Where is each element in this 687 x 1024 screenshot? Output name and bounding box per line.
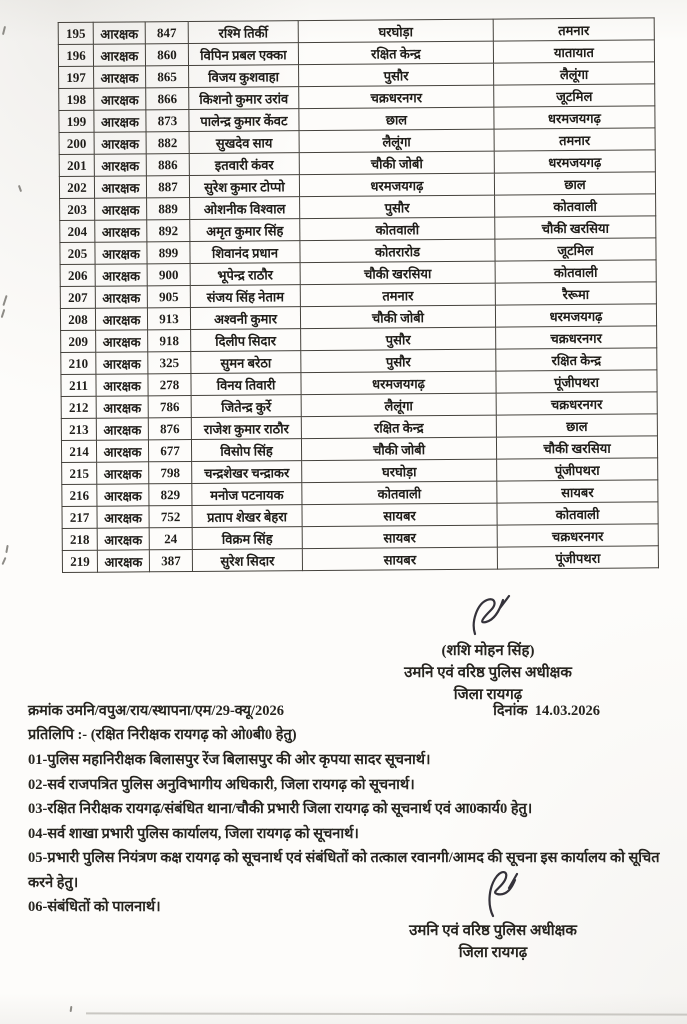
- cell-new-posting: तमनार: [494, 128, 655, 151]
- cell-rank: आरक्षक: [94, 154, 146, 176]
- cell-rank: आरक्षक: [94, 88, 146, 110]
- cell-serial-number: 219: [62, 550, 97, 572]
- cell-name: विपिन प्रबल एक्का: [188, 43, 298, 66]
- cell-new-posting: चक्रधरनगर: [496, 326, 657, 349]
- cell-serial-number: 203: [60, 198, 95, 220]
- cell-name: विक्रम सिंह: [192, 527, 302, 550]
- pen-mark: [1, 557, 6, 565]
- cell-serial-number: 215: [62, 462, 97, 484]
- cell-new-posting: सायबर: [497, 480, 658, 503]
- cell-current-posting: कोतवाली: [300, 217, 495, 241]
- pen-mark: [2, 295, 7, 306]
- cell-name: चन्द्रशेखर चन्द्राकर: [192, 461, 302, 484]
- cell-current-posting: पुसौर: [299, 63, 494, 87]
- cell-new-posting: कोतवाली: [495, 194, 656, 217]
- cell-new-posting: लैलूंगा: [494, 62, 655, 85]
- cell-rank: आरक्षक: [95, 286, 147, 308]
- cell-new-posting: पूंजीपथरा: [496, 370, 657, 393]
- cell-serial-number: 218: [62, 528, 97, 550]
- cell-name: जितेन्द्र कुर्रे: [191, 395, 301, 418]
- cell-new-posting: रक्षित केन्द्र: [496, 348, 657, 371]
- cell-serial-number: 212: [61, 396, 96, 418]
- cell-current-posting: चौकी जोबी: [300, 305, 495, 329]
- cell-rank: आरक्षक: [95, 264, 147, 286]
- cell-belt-number: 892: [147, 219, 190, 241]
- cell-name: ओशनीक विश्वाल: [190, 197, 300, 220]
- cell-serial-number: 199: [59, 110, 94, 132]
- cell-belt-number: 913: [147, 307, 190, 329]
- cell-name: अश्वनी कुमार: [190, 307, 300, 330]
- cell-serial-number: 195: [58, 22, 93, 44]
- cell-current-posting: छाल: [299, 107, 494, 131]
- cell-rank: आरक्षक: [93, 22, 145, 44]
- cell-belt-number: 387: [149, 549, 192, 571]
- cell-belt-number: 876: [148, 417, 191, 439]
- cell-rank: आरक्षक: [96, 352, 148, 374]
- cell-new-posting: छाल: [494, 172, 655, 195]
- cell-serial-number: 210: [61, 352, 96, 374]
- cell-name: दिलीप सिदार: [191, 329, 301, 352]
- cell-current-posting: चौकी जोबी: [301, 437, 496, 461]
- cell-rank: आरक्षक: [97, 550, 149, 572]
- cell-current-posting: तमनार: [300, 283, 495, 307]
- cell-belt-number: 677: [148, 439, 191, 461]
- cell-rank: आरक्षक: [95, 220, 147, 242]
- cell-new-posting: कोतवाली: [495, 260, 656, 283]
- cell-rank: आरक्षक: [96, 418, 148, 440]
- cell-belt-number: 899: [147, 241, 190, 263]
- cell-current-posting: कोतरारोड: [300, 239, 495, 263]
- date-group: [493, 700, 600, 720]
- cell-rank: आरक्षक: [96, 396, 148, 418]
- cell-current-posting: घरघोड़ा: [302, 459, 497, 483]
- cell-new-posting: धरमजयगढ़: [494, 150, 655, 173]
- cell-name: राजेश कुमार राठौर: [191, 417, 301, 440]
- cell-current-posting: कोतवाली: [302, 481, 497, 505]
- cell-new-posting: धरमजयगढ़: [494, 106, 655, 129]
- memo-item: 04-सर्व शाखा प्रभारी पुलिस कार्यालय, जिला रायगढ़ को सूचनार्थ।: [28, 825, 359, 842]
- cell-serial-number: 196: [58, 44, 93, 66]
- cell-current-posting: पुसौर: [300, 195, 495, 219]
- cell-serial-number: 211: [61, 374, 96, 396]
- cell-rank: आरक्षक: [96, 330, 148, 352]
- cell-new-posting: जूटमिल: [495, 238, 656, 261]
- pen-mark: [18, 185, 22, 192]
- cell-belt-number: 873: [146, 109, 189, 131]
- cell-new-posting: जूटमिल: [494, 84, 655, 107]
- cell-serial-number: 208: [60, 308, 95, 330]
- cell-current-posting: चौकी जोबी: [299, 151, 494, 175]
- cell-serial-number: 217: [62, 506, 97, 528]
- transfer-table-wrap: [58, 17, 658, 573]
- cell-serial-number: 202: [59, 176, 94, 198]
- signature-scribble-icon: [463, 866, 523, 918]
- cell-new-posting: चक्रधरनगर: [496, 392, 657, 415]
- date-value: 14.03.2026: [534, 703, 600, 719]
- signatory-district: जिला रायगढ़: [453, 687, 523, 703]
- cell-current-posting: सायबर: [302, 547, 497, 571]
- cell-rank: आरक्षक: [97, 506, 149, 528]
- cell-serial-number: 205: [60, 242, 95, 264]
- cell-current-posting: रक्षित केन्द्र: [298, 41, 493, 65]
- cell-current-posting: रक्षित केन्द्र: [301, 415, 496, 439]
- cell-new-posting: पूंजीपथरा: [497, 546, 658, 569]
- pen-mark: [5, 545, 8, 553]
- cell-belt-number: 905: [147, 285, 190, 307]
- cell-name: मनोज पटनायक: [192, 483, 302, 506]
- cell-current-posting: चक्रधरनगर: [299, 85, 494, 109]
- cell-new-posting: चौकी खरसिया: [495, 216, 656, 239]
- cell-belt-number: 24: [149, 527, 192, 549]
- cell-name: किशनो कुमार उरांव: [189, 87, 299, 110]
- copy-to-heading: प्रतिलिपि :- (रक्षित निरीक्षक रायगढ़ को ओ0बी0 हेतु): [28, 727, 297, 743]
- cell-new-posting: चौकी खरसिया: [496, 436, 657, 459]
- cell-name: सुरेश कुमार टोप्पो: [189, 175, 299, 198]
- cell-name: संजय सिंह नेताम: [190, 285, 300, 308]
- cell-name: इतवारी कंवर: [189, 153, 299, 176]
- cell-current-posting: सायबर: [302, 525, 497, 549]
- cell-belt-number: 325: [148, 351, 191, 373]
- cell-belt-number: 860: [145, 43, 188, 65]
- cell-belt-number: 866: [146, 87, 189, 109]
- cell-name: विसोप सिंह: [191, 439, 301, 462]
- cell-serial-number: 197: [59, 66, 94, 88]
- cell-belt-number: 886: [146, 153, 189, 175]
- memo-item: 05-प्रभारी पुलिस नियंत्रण कक्ष रायगढ़ को सूचनार्थ एवं संबंधितों को तत्काल रवानगी/आमद की सूचना इस कार्यालय को सूचित करने हेतु।: [28, 850, 660, 891]
- cell-current-posting: पुसौर: [301, 349, 496, 373]
- cell-new-posting: धरमजयगढ़: [495, 304, 656, 327]
- cell-belt-number: 889: [147, 197, 190, 219]
- memo-item: 02-सर्व राजपत्रित पुलिस अनुविभागीय अधिकारी, जिला रायगढ़ को सूचनार्थ।: [28, 776, 415, 793]
- scan-edge-line: [86, 1012, 687, 1015]
- cell-rank: आरक्षक: [94, 176, 146, 198]
- cell-new-posting: पूंजीपथरा: [497, 458, 658, 481]
- cell-current-posting: धरमजयगढ़: [301, 371, 496, 395]
- cell-rank: आरक्षक: [96, 374, 148, 396]
- cell-belt-number: 786: [148, 395, 191, 417]
- signature-block-bottom: [388, 866, 598, 964]
- cell-belt-number: 278: [148, 373, 191, 395]
- cell-rank: आरक्षक: [97, 528, 149, 550]
- cell-rank: आरक्षक: [93, 44, 145, 66]
- memo-item: 03-रक्षित निरीक्षक रायगढ़/संबंधित थाना/चौकी प्रभारी जिला रायगढ़ को सूचनार्थ एवं आ0कार्य0 हेतु।: [28, 801, 533, 817]
- cell-serial-number: 200: [59, 132, 94, 154]
- cell-belt-number: 752: [149, 505, 192, 527]
- reference-line: [28, 700, 600, 720]
- cell-belt-number: 829: [149, 483, 192, 505]
- cell-belt-number: 900: [147, 263, 190, 285]
- cell-belt-number: 798: [149, 461, 192, 483]
- cell-serial-number: 216: [62, 484, 97, 506]
- pen-mark: [1, 309, 6, 318]
- cell-rank: आरक्षक: [95, 198, 147, 220]
- cell-name: शिवानंद प्रधान: [190, 241, 300, 264]
- cell-name: सुखदेव साय: [189, 131, 299, 154]
- cell-new-posting: चक्रधरनगर: [497, 524, 658, 547]
- cell-current-posting: लैलूंगा: [299, 129, 494, 153]
- cell-serial-number: 207: [60, 286, 95, 308]
- memo-item: 06-संबंधितों को पालनार्थ।: [28, 899, 161, 915]
- cell-serial-number: 201: [59, 154, 94, 176]
- cell-name: विजय कुशवाहा: [189, 65, 299, 88]
- transfer-table: [58, 17, 659, 573]
- cell-serial-number: 204: [60, 220, 95, 242]
- cell-serial-number: 213: [61, 418, 96, 440]
- cell-belt-number: 918: [148, 329, 191, 351]
- signature-scribble-icon: [453, 594, 523, 638]
- cell-rank: आरक्षक: [97, 462, 149, 484]
- cell-current-posting: पुसौर: [301, 327, 496, 351]
- cell-serial-number: 198: [59, 88, 94, 110]
- cell-rank: आरक्षक: [97, 484, 149, 506]
- cell-current-posting: घरघोड़ा: [298, 19, 493, 43]
- cell-name: सुरेश सिदार: [192, 549, 302, 572]
- cell-new-posting: रैरूमा: [495, 282, 656, 305]
- cell-rank: आरक्षक: [95, 242, 147, 264]
- cell-serial-number: 214: [61, 440, 96, 462]
- cell-serial-number: 206: [60, 264, 95, 286]
- cell-new-posting: कोतवाली: [497, 502, 658, 525]
- cell-name: अमृत कुमार सिंह: [190, 219, 300, 242]
- signatory-name: (शशि मोहन सिंह): [441, 643, 535, 659]
- cell-new-posting: तमनार: [493, 18, 654, 41]
- signatory-designation: उमनि एवं वरिष्ठ पुलिस अधीक्षक: [409, 923, 577, 939]
- cell-current-posting: लैलूंगा: [301, 393, 496, 417]
- signatory-designation: उमनि एवं वरिष्ठ पुलिस अधीक्षक: [404, 665, 572, 681]
- cell-name: पालेन्द्र कुमार केंवट: [189, 109, 299, 132]
- cell-current-posting: सायबर: [302, 503, 497, 527]
- signatory-district: जिला रायगढ़: [458, 945, 528, 961]
- cell-belt-number: 847: [145, 21, 188, 43]
- cell-rank: आरक्षक: [94, 66, 146, 88]
- cell-rank: आरक्षक: [96, 440, 148, 462]
- cell-belt-number: 865: [146, 65, 189, 87]
- signature-block-top: [378, 594, 598, 706]
- cell-name: रश्मि तिर्की: [188, 21, 298, 44]
- pen-mark: [70, 1006, 73, 1012]
- cell-belt-number: 887: [146, 175, 189, 197]
- table-row: [62, 546, 658, 573]
- cell-name: विनय तिवारी: [191, 373, 301, 396]
- cell-rank: आरक्षक: [95, 308, 147, 330]
- cell-rank: आरक्षक: [94, 132, 146, 154]
- cell-current-posting: धरमजयगढ़: [299, 173, 494, 197]
- cell-serial-number: 209: [61, 330, 96, 352]
- pen-mark: [2, 26, 6, 35]
- cell-name: प्रताप शेखर बेहरा: [192, 505, 302, 528]
- date-label: दिनांक: [493, 703, 528, 719]
- cell-name: भूपेन्द्र राठौर: [190, 263, 300, 286]
- cell-rank: आरक्षक: [94, 110, 146, 132]
- reference-number: क्रमांक उमनि/वपुअ/राय/स्थापना/एम/29-क्यू/2026: [28, 703, 284, 719]
- cell-new-posting: छाल: [496, 414, 657, 437]
- cell-name: सुमन बरेठा: [191, 351, 301, 374]
- cell-current-posting: चौकी खरसिया: [300, 261, 495, 285]
- cell-belt-number: 882: [146, 131, 189, 153]
- cell-new-posting: यातायात: [493, 40, 654, 63]
- memo-item: 01-पुलिस महानिरीक्षक बिलासपुर रेंज बिलासपुर की ओर कृपया सादर सूचनार्थ।: [28, 752, 431, 768]
